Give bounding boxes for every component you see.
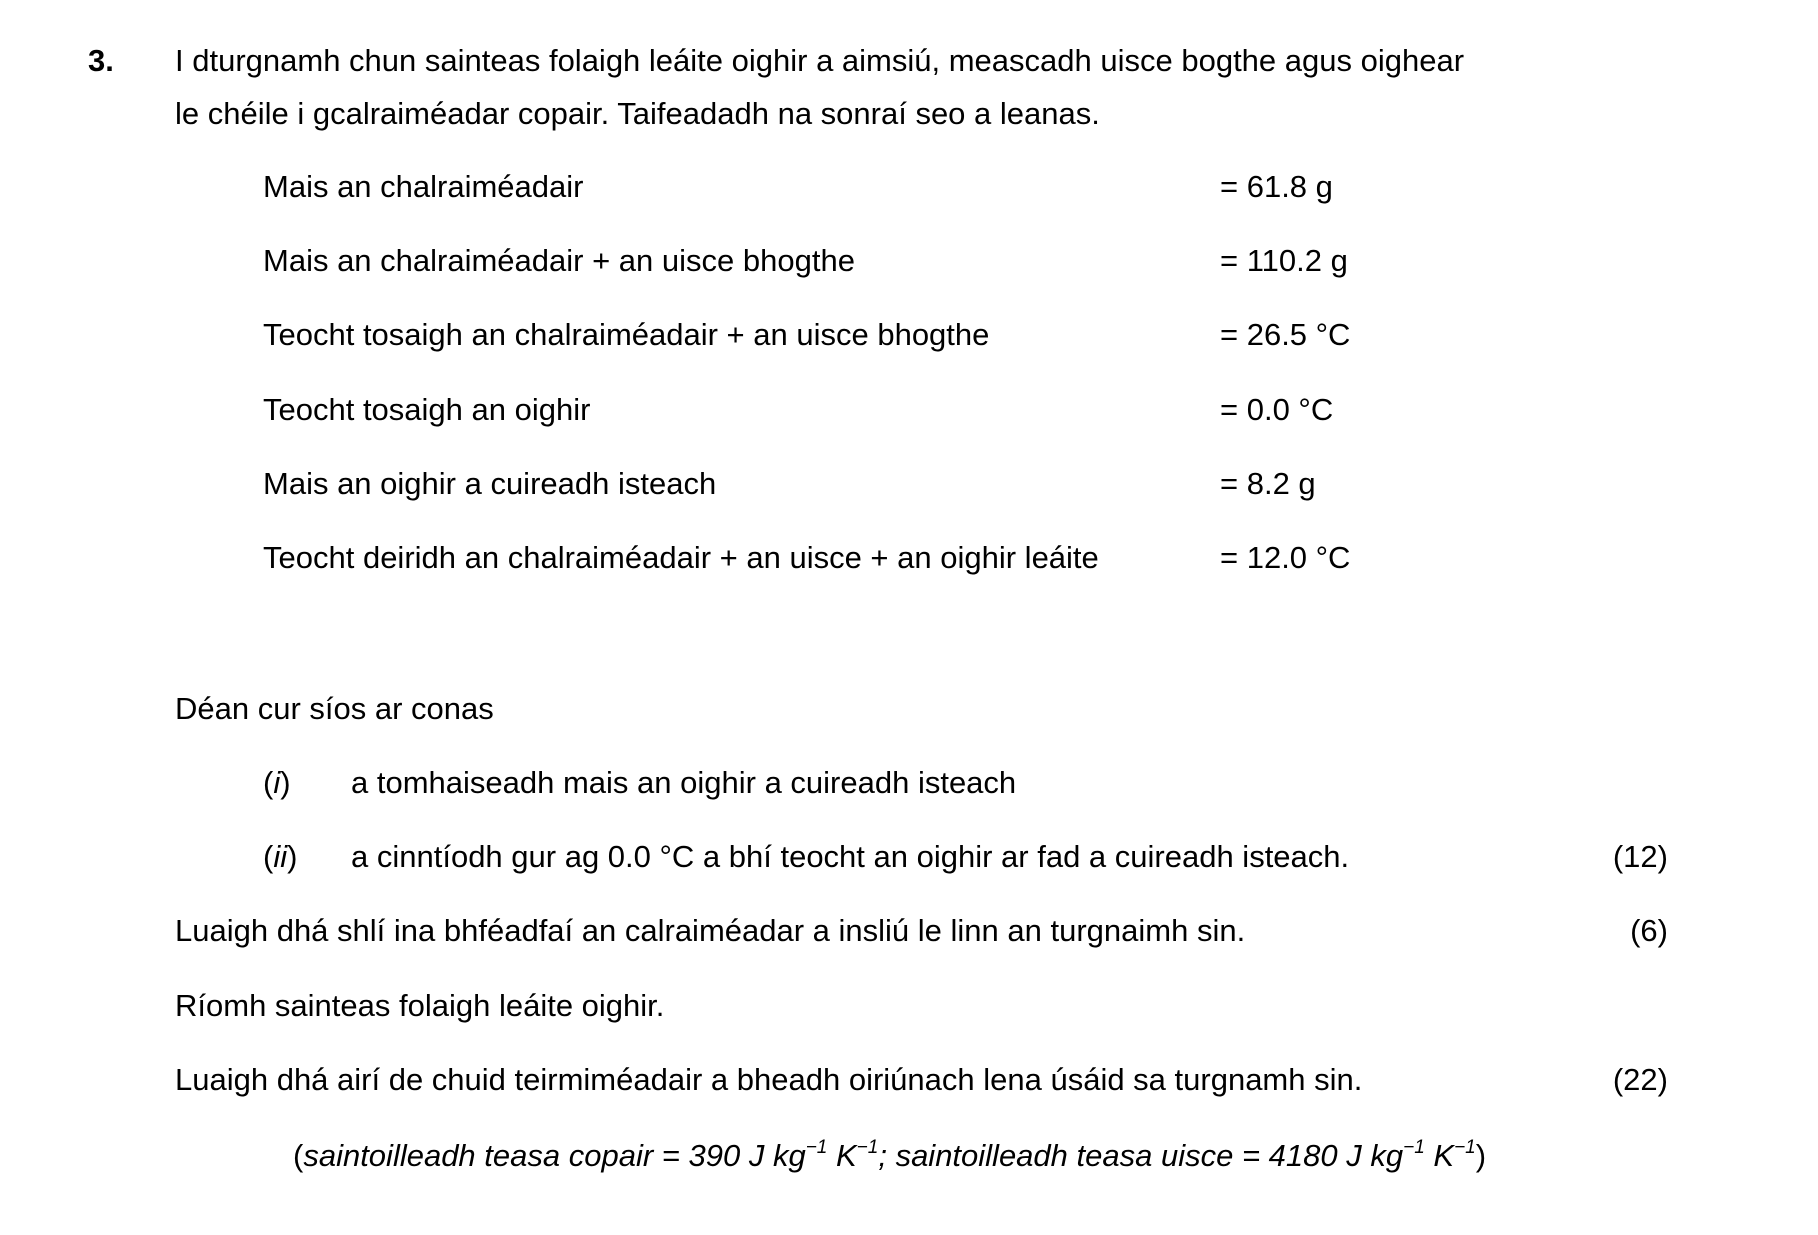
data-row-value: = 110.2 g — [1220, 243, 1348, 278]
data-row-value: = 26.5 °C — [1220, 317, 1351, 352]
data-row-value: = 61.8 g — [1220, 169, 1333, 204]
part-ii-label-close: ) — [287, 839, 298, 874]
marks-12: (12) — [1612, 839, 1668, 874]
question-intro-line-2: le chéile i gcalraiméadar copair. Taifeadadh na sonraí seo a leanas. — [175, 96, 1100, 131]
part-ii-label — [263, 838, 297, 876]
water-exp-1: −1 — [1403, 1136, 1425, 1158]
data-row-value: = 0.0 °C — [1220, 392, 1334, 427]
water-label: saintoilleadh teasa uisce = 4180 J kg — [895, 1138, 1404, 1173]
part-ii-label-num: ii — [273, 839, 288, 874]
constants-separator: ; — [878, 1138, 896, 1173]
marks-6: (6) — [1630, 913, 1668, 948]
part-ii-text: a cinntíodh gur ag 0.0 °C a bhí teocht an oighir ar fad a cuireadh isteach. — [351, 839, 1350, 874]
constants-note — [293, 1137, 1486, 1175]
calculate-question: Ríomh sainteas folaigh leáite oighir. — [175, 988, 665, 1023]
constants-close: ) — [1475, 1138, 1487, 1173]
copper-k: K — [827, 1138, 857, 1173]
data-row-label: Mais an oighir a cuireadh isteach — [263, 466, 717, 501]
data-row-value: = 12.0 °C — [1220, 540, 1351, 575]
data-row-label: Teocht tosaigh an oighir — [263, 392, 591, 427]
part-ii-label-open: ( — [263, 839, 274, 874]
marks-22: (22) — [1612, 1062, 1668, 1097]
part-i-label-open: ( — [263, 765, 274, 800]
describe-lead: Déan cur síos ar conas — [175, 691, 494, 726]
question-intro-line-1: I dturgnamh chun sainteas folaigh leáite oighir a aimsiú, meascadh uisce bogthe agus oighear — [175, 43, 1465, 78]
question-number: 3. — [88, 43, 114, 78]
thermometer-question: Luaigh dhá airí de chuid teirmiméadair a bheadh oiriúnach lena úsáid sa turgnamh sin. — [175, 1062, 1363, 1097]
part-i-text: a tomhaiseadh mais an oighir a cuireadh isteach — [351, 765, 1017, 800]
part-i-label-num: i — [273, 765, 281, 800]
insulate-question: Luaigh dhá shlí ina bhféadfaí an calraiméadar a insliú le linn an turgnaimh sin. — [175, 913, 1246, 948]
copper-label: saintoilleadh teasa copair = 390 J kg — [303, 1138, 806, 1173]
copper-exp-1: −1 — [805, 1136, 828, 1158]
part-i-label-close: ) — [280, 765, 291, 800]
data-row-label: Teocht deiridh an chalraiméadair + an uisce + an oighir leáite — [263, 540, 1099, 575]
part-i-label — [263, 764, 291, 802]
constants-open: ( — [293, 1138, 304, 1173]
data-row-value: = 8.2 g — [1220, 466, 1316, 501]
data-row-label: Mais an chalraiméadair + an uisce bhogthe — [263, 243, 855, 278]
water-k: K — [1424, 1138, 1455, 1173]
copper-constant — [303, 1138, 1475, 1173]
water-exp-2: −1 — [1454, 1136, 1476, 1158]
data-row-label: Mais an chalraiméadair — [263, 169, 584, 204]
copper-exp-2: −1 — [856, 1136, 879, 1158]
data-row-label: Teocht tosaigh an chalraiméadair + an uisce bhogthe — [263, 317, 990, 352]
